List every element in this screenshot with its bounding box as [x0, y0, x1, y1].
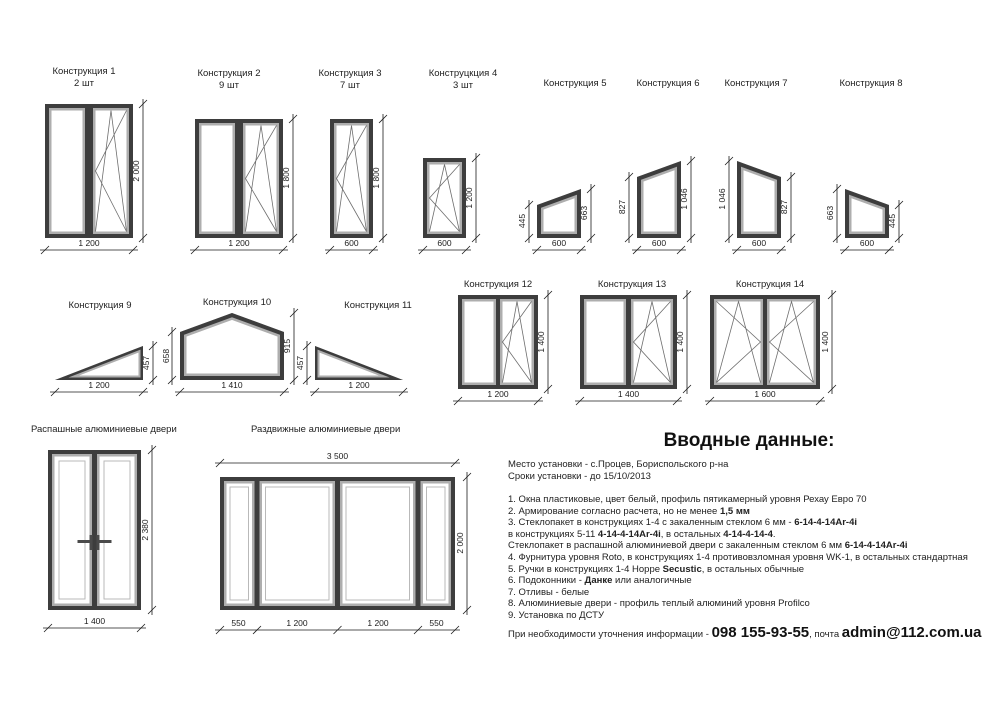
segment-dim-label: 550 — [231, 618, 246, 628]
construction-1-title: Конструкция 1 2 шт — [52, 66, 116, 89]
construction-13-title: Конструкция 13 — [597, 279, 667, 290]
width-dim-label: 1 200 — [487, 389, 509, 399]
height-right-dim-label: 827 — [779, 199, 789, 215]
height-dim-label: 1 200 — [464, 187, 474, 209]
note-line: 3. Стеклопакет в конструкциях 1-4 с закаленным стеклом 6 мм - 6-14-4-14Ar-4i — [508, 517, 858, 529]
width-dim-label: 600 — [859, 238, 875, 248]
height-dim-label: 1 400 — [675, 331, 685, 353]
construction-10-title: Конструкция 10 — [202, 297, 272, 308]
door-handle-left — [90, 535, 93, 550]
height-dim-label: 2 380 — [140, 519, 150, 541]
construction-6-title: Конструкция 6 — [636, 78, 700, 89]
contact-phone: 098 155-93-55 — [711, 624, 810, 641]
width-dim-label: 1 200 — [88, 380, 110, 390]
construction-11-drawing — [290, 330, 412, 400]
construction-9-title: Конструкция 9 — [68, 300, 132, 311]
construction-3-drawing — [315, 98, 407, 264]
construction-7-drawing — [715, 98, 825, 264]
height-dim-label: 2 000 — [455, 532, 465, 554]
construction-4-drawing — [408, 98, 500, 264]
construction-7-title: Конструкция 7 — [724, 78, 788, 89]
note-line: в конструкциях 5-11 4-14-4-14Ar-4i, в остальных 4-14-4-14-4. — [508, 528, 776, 540]
height-right-dim-label: 445 — [887, 213, 897, 229]
height-left-dim-label: 663 — [825, 205, 835, 221]
install-info — [508, 459, 728, 483]
note-line: 9. Установка по ДСТУ — [508, 609, 604, 621]
total-width-dim-label: 3 500 — [326, 451, 349, 461]
width-dim-label: 600 — [344, 238, 359, 248]
width-dim-label: 600 — [437, 238, 452, 248]
construction-9-drawing — [40, 330, 162, 400]
height-right-dim-label: 1 046 — [679, 188, 689, 210]
note-line: 8. Алюминиевые двери - профиль теплый алюминий уровня Profilco — [508, 598, 810, 610]
contact-line — [508, 624, 981, 641]
height-dim-label: 1 800 — [371, 167, 381, 189]
height-right-dim-label: 457 — [141, 355, 151, 371]
height-left-dim-label: 445 — [517, 213, 527, 229]
construction-3-title: Конструкция 3 7 шт — [318, 68, 382, 91]
construction-5-drawing — [515, 98, 625, 264]
construction-5-title: Конструкция 5 — [543, 78, 607, 89]
height-dim-label: 1 400 — [536, 331, 546, 353]
width-dim-label: 1 410 — [221, 380, 243, 390]
width-dim-label: 600 — [551, 238, 567, 248]
width-dim-label: 600 — [751, 238, 767, 248]
construction-8-drawing — [823, 98, 933, 264]
note-line: 7. Отливы - белые — [508, 586, 590, 598]
height-dim-label: 2 000 — [131, 160, 141, 182]
width-dim-label: 600 — [651, 238, 667, 248]
sliding-door-title: Раздвижные алюминиевые двери — [251, 424, 401, 435]
sliding-door-drawing — [205, 436, 492, 646]
install-term: Сроки установки - до 15/10/2013 — [508, 471, 651, 482]
construction-12-drawing — [443, 288, 570, 413]
height-dim-label: 1 400 — [820, 331, 830, 353]
height-right-dim-label: 915 — [282, 338, 292, 354]
contact-prefix: При необходимости уточнения информации - — [508, 629, 712, 640]
segment-dim-label: 550 — [429, 618, 444, 628]
construction-2-title: Конструкция 2 9 шт — [197, 68, 261, 91]
construction-14-drawing — [695, 288, 852, 413]
height-left-dim-label: 827 — [617, 199, 627, 215]
intro-heading: Вводные данные: — [663, 430, 835, 451]
construction-10-drawing — [160, 305, 302, 400]
segment-dim-label: 1 200 — [367, 618, 389, 628]
width-dim-label: 1 600 — [754, 389, 776, 399]
contact-middle: , почта — [809, 629, 842, 640]
height-left-dim-label: 658 — [161, 348, 171, 364]
note-line: 2. Армирование согласно расчета, но не менее 1,5 мм — [508, 505, 750, 517]
width-dim-label: 1 200 — [348, 380, 370, 390]
width-dim-label: 1 200 — [78, 238, 100, 248]
construction-11-title: Конструкция 11 — [344, 300, 412, 311]
door-handle-right — [97, 535, 100, 550]
swing-door-title: Распашные алюминиевые двери — [31, 424, 177, 435]
contact-email: admin@112.com.ua — [841, 624, 982, 641]
construction-6-drawing — [615, 98, 725, 264]
construction-12-title: Конструкция 12 — [463, 279, 533, 290]
height-right-dim-label: 663 — [579, 205, 589, 221]
note-line: Стеклопакет в распашной алюминиевой двери с закаленным стеклом 6 мм 6-14-4-14Ar-4i — [508, 540, 908, 552]
note-line: 6. Подоконники - Данке или аналогичные — [508, 575, 692, 587]
construction-2-drawing — [180, 98, 312, 264]
height-dim-label: 1 800 — [281, 167, 291, 189]
construction-1-drawing — [30, 98, 162, 264]
note-line: 1. Окна пластиковые, цвет белый, профиль пятикамерный уровня Рехау Евро 70 — [508, 494, 867, 505]
install-place: Место установки - с.Процев, Бориспольского р-на — [508, 459, 729, 470]
construction-8-title: Конструкция 8 — [839, 78, 903, 89]
segment-dim-label: 1 200 — [286, 618, 308, 628]
swing-door-drawing — [30, 436, 177, 641]
note-line: 5. Ручки в конструкциях 1-4 Hoppe Secustic, в остальных обычные — [508, 563, 805, 575]
construction-14-title: Конструкция 14 — [735, 279, 805, 290]
width-dim-label: 1 400 — [83, 616, 106, 626]
height-left-dim-label: 1 046 — [717, 188, 727, 210]
height-left-dim-label: 457 — [295, 355, 305, 371]
construction-13-drawing — [565, 288, 707, 413]
note-line: 4. Фурнитура уровня Roto, в конструкциях 1-4 противовзломная уровня WK-1, в остальных стандартная — [508, 551, 968, 563]
width-dim-label: 1 400 — [617, 389, 640, 399]
construction-4-title: Конструцкция 4 3 шт — [428, 68, 498, 91]
width-dim-label: 1 200 — [228, 238, 250, 248]
notes-list — [508, 494, 968, 622]
